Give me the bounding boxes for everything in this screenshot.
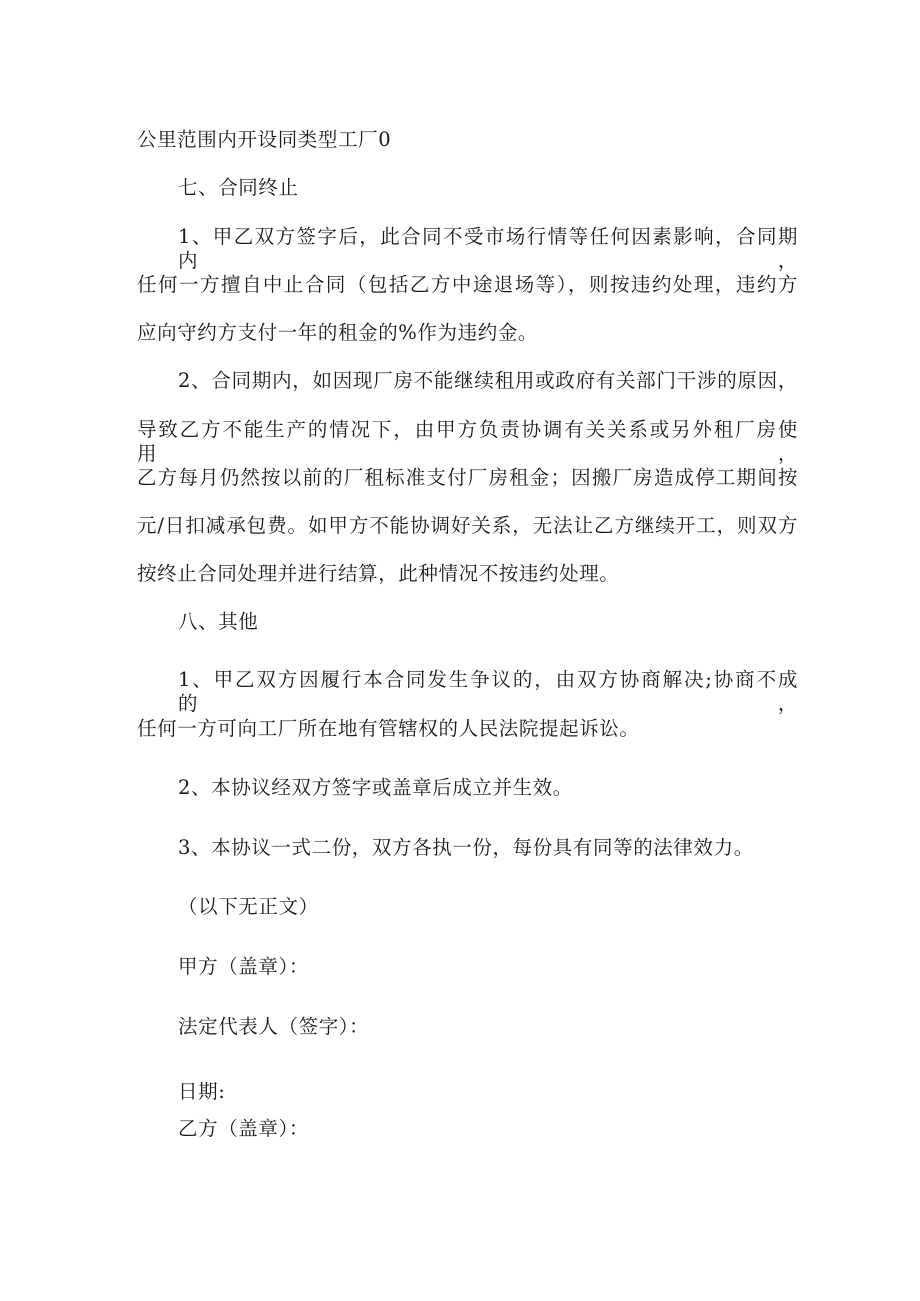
text-line: 任何一方擅自中止合同（包括乙方中途退场等），则按违约处理，违约方 <box>137 273 798 296</box>
section-heading-other: 八、其他 <box>178 610 259 633</box>
text-line: 应向守约方支付一年的租金的%作为违约金。 <box>137 321 539 344</box>
end-of-text-note: （以下无正文） <box>178 895 319 918</box>
text-line: 2、本协议经双方签字或盖章后成立并生效。 <box>178 776 573 799</box>
text-line: 1、甲乙双方签字后，此合同不受市场行情等任何因素影响，合同期内， <box>178 225 798 272</box>
text-line: 导致乙方不能生产的情况下，由甲方负责协调有关关系或另外租厂房使用， <box>137 418 798 465</box>
party-a-seal-label: 甲方（盖章）： <box>178 955 309 978</box>
text-line: 元/日扣减承包费。如甲方不能协调好关系，无法让乙方继续开工，则双方 <box>137 514 798 537</box>
text-line: 乙方每月仍然按以前的厂租标准支付厂房租金；因搬厂房造成停工期间按 <box>137 466 798 489</box>
section-heading-termination: 七、合同终止 <box>178 176 299 199</box>
text-line: 公里范围内开设同类型工厂0 <box>137 128 392 151</box>
party-b-seal-label: 乙方（盖章）： <box>178 1117 309 1140</box>
text-line: 任何一方可向工厂所在地有管辖权的人民法院提起诉讼。 <box>137 717 640 740</box>
text-line: 1、甲乙双方因履行本合同发生争议的，由双方协商解决;协商不成的， <box>178 668 798 715</box>
text-line: 按终止合同处理并进行结算，此种情况不按违约处理。 <box>137 562 620 585</box>
text-line: 2、合同期内，如因现厂房不能继续租用或政府有关部门干涉的原因， <box>178 369 798 392</box>
legal-representative-label: 法定代表人（签字）： <box>178 1015 370 1038</box>
date-label: 日期: <box>178 1080 226 1103</box>
text-line: 3、本协议一式二份，双方各执一份，每份具有同等的法律效力。 <box>178 836 754 859</box>
